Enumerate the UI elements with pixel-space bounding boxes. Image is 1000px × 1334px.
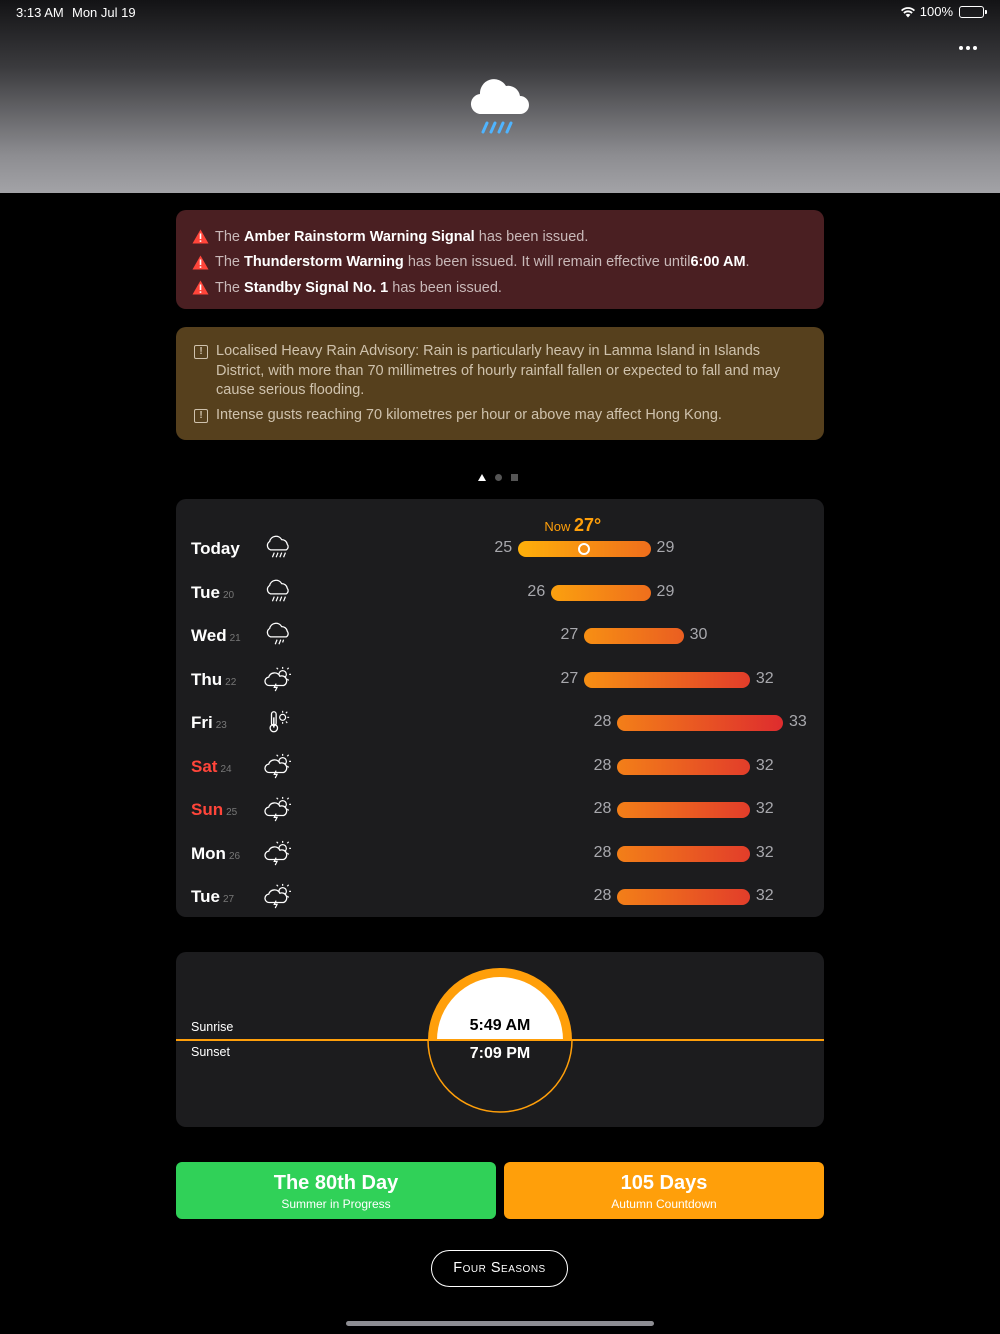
warning-item: [192, 224, 808, 250]
day-name: [191, 800, 237, 820]
day-label: Thu: [191, 669, 223, 689]
status-date: Mon Jul 19: [72, 5, 136, 20]
day-label: Tue: [191, 887, 220, 906]
low-temp: 28: [593, 843, 612, 861]
low-temp: 28: [593, 800, 612, 817]
status-time: 3:13 AM: [16, 5, 64, 20]
sunset-time: 7:09 PM: [469, 1045, 531, 1062]
day-name: [191, 887, 234, 907]
status-bar: [0, 0, 1000, 24]
home-indicator[interactable]: [346, 1321, 654, 1326]
temp-range-bar: [617, 759, 749, 775]
day-label: Wed: [191, 626, 227, 645]
summer-progress-card[interactable]: [176, 1162, 496, 1219]
high-temp: 32: [755, 756, 774, 774]
summer-subtitle: Summer in Progress: [281, 1197, 391, 1211]
warning-text-end: .: [745, 254, 750, 271]
page-dot[interactable]: [495, 474, 502, 481]
day-date: 26: [228, 850, 241, 862]
low-temp: 28: [593, 756, 612, 774]
battery-icon: [959, 6, 984, 18]
day-date: 21: [229, 633, 241, 644]
sun-thunder-icon: [264, 753, 292, 779]
forecast-row: [176, 788, 824, 832]
low-temp: 25: [494, 539, 513, 556]
high-temp: 32: [755, 800, 774, 817]
temp-range-bar: [617, 802, 749, 818]
day-label: Fri: [191, 713, 213, 732]
now-temp: 27°: [573, 515, 602, 535]
day-name: [191, 757, 232, 777]
warning-text-post: has been issued. It will remain effective until: [407, 254, 691, 271]
day-name: [191, 713, 227, 733]
forecast-row: [176, 571, 824, 615]
day-date: 27: [222, 894, 235, 905]
day-date: 23: [215, 720, 227, 731]
day-date: 22: [225, 676, 237, 688]
warning-text-pre: The: [215, 279, 240, 296]
location-page-icon[interactable]: [478, 474, 486, 481]
high-temp: 29: [656, 582, 675, 600]
sun-thunder-icon: [264, 840, 292, 866]
forecast-row: [176, 701, 824, 745]
advisory-item: [192, 342, 808, 401]
day-name: [191, 583, 234, 603]
advisory-panel[interactable]: [176, 327, 824, 440]
sun-thunder-icon: [264, 883, 292, 909]
wifi-icon: [900, 6, 916, 18]
day-date: 20: [222, 589, 235, 601]
high-temp: 33: [789, 713, 807, 730]
temp-range-bar: [617, 889, 749, 905]
low-temp: 28: [593, 887, 612, 904]
showers-icon: [264, 622, 292, 648]
high-temp: 30: [689, 626, 708, 643]
now-label-text: Now: [544, 519, 571, 534]
high-temp: 32: [755, 669, 774, 687]
day-label: Mon: [191, 843, 226, 863]
horizon-line: [176, 1039, 824, 1041]
warning-triangle-icon: [192, 255, 209, 270]
temp-range-bar: [584, 628, 683, 644]
warning-text-bold: Standby Signal No. 1: [244, 279, 389, 296]
day-name: [191, 539, 240, 559]
forecast-row: [176, 832, 824, 876]
day-label: Sun: [191, 800, 224, 819]
hot-thermometer-icon: [264, 709, 292, 735]
forecast-row: [176, 527, 824, 571]
forecast-row: [176, 614, 824, 658]
forecast-row: [176, 875, 824, 919]
sunrise-label: Sunrise: [191, 1020, 234, 1034]
rain-icon: [264, 535, 292, 561]
status-indicators: [900, 4, 984, 19]
sun-thunder-icon: [264, 666, 292, 692]
rain-icon: [264, 579, 292, 605]
rain-cloud-icon: [470, 74, 530, 136]
temp-range-bar: [551, 585, 650, 601]
warning-text-bold: Thunderstorm Warning: [244, 254, 404, 271]
low-temp: 28: [593, 713, 612, 730]
warnings-panel[interactable]: [176, 210, 824, 309]
warning-text-pre: The: [215, 228, 240, 245]
autumn-subtitle: Autumn Countdown: [611, 1197, 717, 1211]
page-indicator[interactable]: [478, 474, 518, 481]
warning-item: [192, 275, 808, 301]
day-date: 24: [220, 763, 232, 775]
low-temp: 27: [560, 626, 579, 643]
sun-thunder-icon: [264, 796, 292, 822]
temp-range-bar: [617, 715, 783, 731]
warning-text-post: has been issued.: [478, 228, 589, 245]
sunrise-time: 5:49 AM: [469, 1017, 531, 1034]
low-temp: 26: [527, 582, 546, 600]
high-temp: 32: [755, 887, 774, 904]
warning-triangle-icon: [192, 280, 209, 295]
day-label: Today: [191, 539, 240, 558]
warning-item: [192, 250, 808, 276]
warning-text-bold: Amber Rainstorm Warning Signal: [244, 228, 475, 245]
autumn-countdown-card[interactable]: [504, 1162, 824, 1219]
warning-triangle-icon: [192, 229, 209, 244]
day-name: [191, 626, 241, 646]
header: [0, 0, 1000, 193]
low-temp: 27: [560, 669, 579, 687]
advisory-text: Localised Heavy Rain Advisory: Rain is particularly heavy in Lamma Island in Islands District, with more than 70 millimetres of hourly rainfall fallen or expected to fall and may cause serious flooding.: [216, 343, 781, 398]
warning-text-post: has been issued.: [392, 279, 502, 296]
forecast-row: [176, 745, 824, 789]
exclamation-box-icon: !: [194, 345, 208, 359]
warning-text-pre: The: [215, 254, 240, 271]
forecast-row: [176, 658, 824, 702]
temp-range-bar: [617, 846, 749, 862]
page-dot-square[interactable]: [511, 474, 518, 481]
day-name: [191, 844, 240, 864]
battery-percent: 100%: [919, 4, 953, 19]
day-name: [191, 670, 236, 690]
advisory-item: [192, 406, 808, 426]
high-temp: 32: [755, 843, 774, 861]
sun-panel: [176, 952, 824, 1127]
four-seasons-button[interactable]: Four Seasons: [431, 1250, 568, 1287]
high-temp: 29: [656, 539, 675, 556]
day-label: Tue: [191, 582, 220, 602]
more-options-button[interactable]: [956, 38, 980, 58]
warning-text-bold-time: 6:00 AM: [690, 254, 746, 271]
advisory-text: Intense gusts reaching 70 kilometres per hour or above may affect Hong Kong.: [216, 406, 722, 423]
summer-day-title: The 80th Day: [273, 1172, 399, 1194]
temp-range-bar: [584, 672, 750, 688]
autumn-days-title: 105 Days: [620, 1172, 708, 1194]
day-date: 25: [226, 807, 238, 818]
sunset-label: Sunset: [191, 1045, 230, 1059]
forecast-panel: [176, 499, 824, 917]
day-label: Sat: [191, 756, 218, 776]
exclamation-box-icon: !: [194, 409, 208, 423]
